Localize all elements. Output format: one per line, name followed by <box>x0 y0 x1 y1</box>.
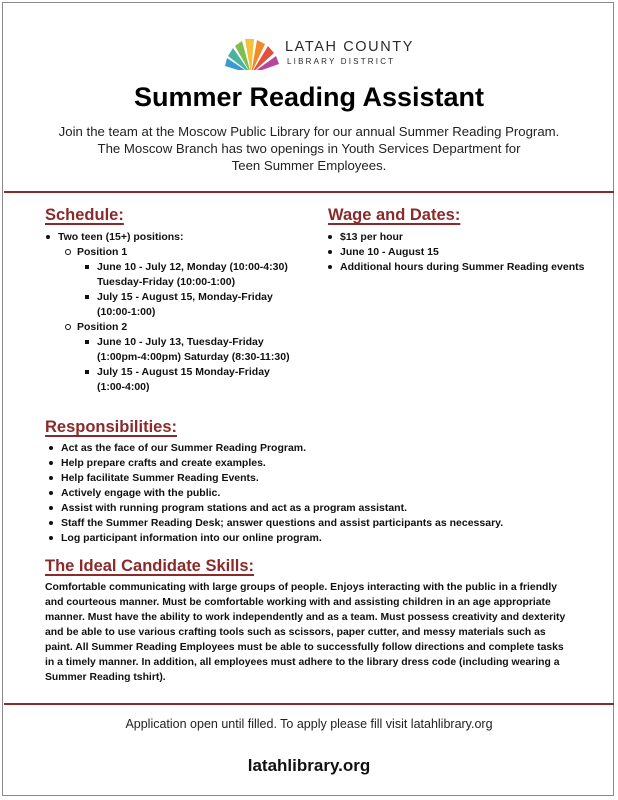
list-item: Additional hours during Summer Reading events <box>340 260 590 275</box>
list-item: June 10 - July 13, Tuesday-Friday (1:00pm-4:00pm) Saturday (8:30-11:30) <box>97 335 298 365</box>
logo-district-text: LIBRARY DISTRICT <box>287 57 396 66</box>
page-title: Summer Reading Assistant <box>133 82 485 112</box>
library-logo <box>221 34 415 78</box>
list-item: Assist with running program stations and act as a program assistant. <box>61 501 601 516</box>
list-item: June 10 - July 12, Monday (10:00-4:30) Tuesday-Friday (10:00-1:00) <box>97 260 298 290</box>
list-item: Staff the Summer Reading Desk; answer questions and assist participants as necessary. <box>61 516 601 531</box>
schedule-heading: Schedule: <box>45 206 124 224</box>
schedule-list <box>58 230 298 395</box>
position-1-item: Position 1 June 10 - July 12, Monday (10:00-4:30) Tuesday-Friday (10:00-1:00) July 15 - August 15, Monday-Friday (10:00-1:00) <box>77 245 298 320</box>
list-item: Two teen (15+) positions: Position 1 June 10 - July 12, Monday (10:00-4:30) Tuesday-Friday (10:00-1:00) July 15 - August 15, Monday-Friday (10:00-1:00) Position 2 June 10 - July 13, Tuesday-Friday (1:00pm-4:00pm) Saturday (8:30-11:30) July 15 - August 15 Monday-Friday (1:00-4:00) <box>58 230 298 395</box>
wage-list <box>340 230 590 275</box>
list-item: July 15 - August 15 Monday-Friday (1:00-4:00) <box>97 365 298 395</box>
sunburst-logo-icon <box>221 36 281 76</box>
list-item: Actively engage with the public. <box>61 486 601 501</box>
list-item: June 10 - August 15 <box>340 245 590 260</box>
skills-heading: The Ideal Candidate Skills: <box>45 557 255 575</box>
footer-website-link[interactable]: latahlibrary.org <box>247 756 371 775</box>
list-item: Log participant information into our online program. <box>61 531 601 546</box>
skills-paragraph: Comfortable communicating with large groups of people. Enjoys interacting with the public in a friendly and courteous manner. Must be comfortable working with and assisting children in an age appropriate manner. Must have the ability to work independently and as a team. Must possess creativity and dexterity and be able to use various crafting tools such as scissors, paper cutter, and messy materials such as paint. All Summer Reading Employees must be able to successfully follow directions and complete tasks in a timely manner. In addition, all employees must adhere to the library dress code (including wearing a Summer Reading tshirt). <box>45 582 566 683</box>
responsibilities-list <box>61 441 601 546</box>
responsibilities-heading: Responsibilities: <box>45 418 178 436</box>
list-item: $13 per hour <box>340 230 590 245</box>
divider-bottom <box>4 703 614 705</box>
intro-text: Join the team at the Moscow Public Library for our annual Summer Reading Program. The Moscow Branch has two openings in Youth Services Department for Teen Summer Employees. <box>58 124 560 173</box>
list-item: Help prepare crafts and create examples. <box>61 456 601 471</box>
divider-top <box>4 191 614 193</box>
logo-county-text: LATAH COUNTY <box>285 39 415 55</box>
list-item: July 15 - August 15, Monday-Friday (10:00-1:00) <box>97 290 298 320</box>
wage-heading: Wage and Dates: <box>328 206 461 224</box>
position-2-item: Position 2 June 10 - July 13, Tuesday-Friday (1:00pm-4:00pm) Saturday (8:30-11:30) July 15 - August 15 Monday-Friday (1:00-4:00) <box>77 320 298 395</box>
list-item: Help facilitate Summer Reading Events. <box>61 471 601 486</box>
application-note: Application open until filled. To apply please fill visit latahlibrary.org <box>125 717 493 731</box>
list-item: Act as the face of our Summer Reading Program. <box>61 441 601 456</box>
